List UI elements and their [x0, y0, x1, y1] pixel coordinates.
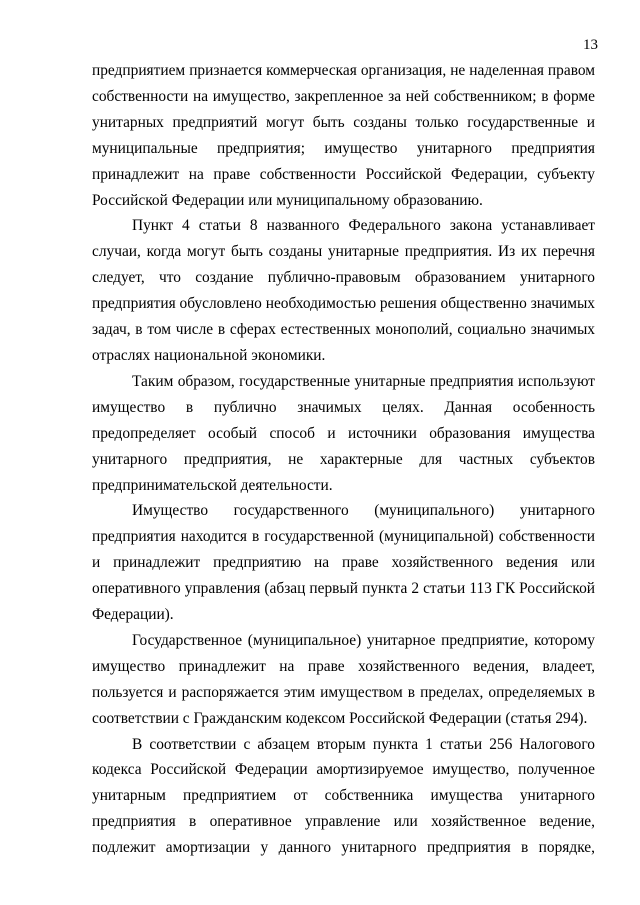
paragraph-4: Имущество государственного (муниципального) унитарного предприятия находится в государственной (муниципальной) собственности и принадлежит предприятию на праве хозяйственного ведения или оперативного управления (абзац первый пункта 2 статьи 113 ГК Российской Федерации).	[92, 502, 595, 624]
paragraph-6: В соответствии с абзацем вторым пункта 1 статьи 256 Налогового кодекса Российской Федерации амортизируемое имущество, полученное унитарным предприятием от собственника имущества унитарного предприятия в оперативное управление или хозяйственное ведение, подлежит амортизации у данного унитарного предприятия в порядке,	[92, 735, 595, 857]
paragraph-5: Государственное (муниципальное) унитарное предприятие, которому имущество принадлежит на праве хозяйственного ведения, владеет, пользуется и распоряжается этим имуществом в пределах, определяемых в соответствии с Гражданским кодексом Российской Федерации (статья 294).	[92, 631, 595, 727]
paragraph-3: Таким образом, государственные унитарные предприятия используют имущество в публично значимых целях. Данная особенность предопределяет особый способ и источники образования имущества унитарного предприятия, не характерные для частных субъектов предпринимательской деятельности.	[92, 372, 595, 494]
paragraph-1: предприятием признается коммерческая организация, не наделенная правом собственности на имущество, закрепленное за ней собственником; в форме унитарных предприятий могут быть созданы только государственные и муниципальные предприятия; имущество унитарного предприятия принадлежит на праве собственности Российской Федерации, субъекту Российской Федерации или муниципальному образованию.	[92, 62, 595, 209]
page-number: 13	[583, 37, 598, 53]
document-body	[92, 58, 595, 861]
paragraph-2: Пункт 4 статьи 8 названного Федерального закона устанавливает случаи, когда могут быть созданы унитарные предприятия. Из их перечня следует, что создание публично-правовым образованием унитарного предприятия обусловлено необходимостью решения общественно значимых задач, в том числе в сферах естественных монополий, социально значимых отраслях национальной экономики.	[92, 217, 595, 364]
